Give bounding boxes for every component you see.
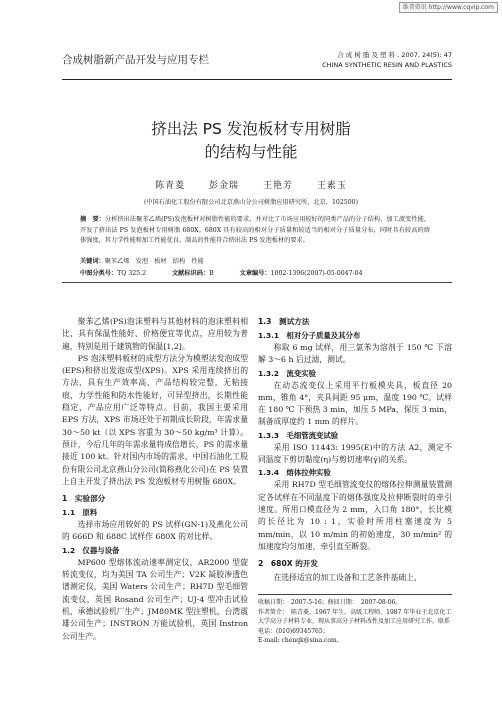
keywords-text: 聚苯乙烯 发泡 板材 结构 性能: [104, 258, 204, 265]
author-name: 陈青菱: [155, 181, 186, 191]
abstract-divider: [62, 282, 452, 283]
subsection-heading-capillary: 1.3.3 毛细管流变试验: [258, 430, 339, 440]
subsection-heading-materials: 1.1 原料: [62, 508, 98, 518]
right-column: [258, 316, 452, 584]
article-number-value: 1002-1396(2007)-05-0047-04: [270, 270, 363, 277]
footnote-divider: [258, 594, 452, 595]
abstract-text: 分析挤出法聚苯乙烯(PS)发泡板材对树脂性能的要求，并对比了市场应用较好的同类产品的分子结构、加工流变性能，开发了挤出法 PS 发泡板材专用树脂 680X。680X 具有较高的相对分子质量和较适当的相对分子质量分布，同时具有较高的熔体强度，其力学性能和加工性能优良，制品的性能符合挤出法 PS 发泡板材的要求。: [80, 216, 431, 244]
subsection-heading-melt-stretch: 1.3.4 熔体拉伸实验: [258, 468, 331, 478]
abstract: [80, 215, 430, 247]
intro-paragraph-2: PS 泡沫塑料板材的成型方法分为模塑法发泡成型(EPS)和挤出发泡成型(XPS)。XPS 采用连续挤出的方法，具有生产效率高，产品结构较完整，无粘接痕，力学性能和防水性能好，可异型挤出，长期性能稳定，产品应用广泛等特点。目前，我国主要采用 EPS 方法，XPS 市场还处于初期成长阶段，年需求量 30～50 kt（以 XPS 容重为 30～50 kg/m³ 计算）。预计，今后几年的年需求量将成倍增长，PS 的需求量接近 100 kt。针对国内市场的需求，中国石油化工股份有限公司北京燕山分公司(简称燕化公司)在 PS 装置上自主开发了挤出法 PS 发泡板材专用树脂 680X。: [62, 353, 248, 486]
author-name: 王艳芳: [262, 181, 293, 191]
doc-code-label: 文献标识码：: [171, 270, 210, 277]
received-dates: 收稿日期： 2007-5-16；修回日期： 2007-08-06。: [258, 599, 402, 606]
title-line-2: 的结构与性能: [204, 143, 298, 161]
journal-citation: 合 成 树 脂 及 塑 料 , 2007, 24(5): 47: [337, 51, 452, 59]
keywords-label: 关键词：: [80, 258, 105, 265]
affiliation: (中国石油化工股份有限公司北京燕山分公司树脂应用研究所，北京，102500): [143, 199, 359, 206]
keywords: [80, 256, 204, 265]
left-column: [62, 316, 248, 643]
section-heading-development: 2 680X 的开发: [258, 559, 319, 569]
column-title: 合成树脂新产品开发与应用专栏: [62, 54, 209, 66]
footnote: [258, 598, 452, 646]
instruments-paragraph: MP600 型熔体流动速率测定仪，AR2000 型旋转流变仪，均为美国 TA 公司生产；V2K 凝胶渗透色谱测定仪，美国 Waters 公司生产；RH7D 型毛细管流变仪，英国 Rosand 公司生产；UJ-4 型冲击试验机，承德试验机厂生产；JM80MK 型注塑机，台湾震雄公司生产；INSTRON 万能试验机，英国 Instron 公司生产。: [62, 557, 248, 641]
rheology-paragraph: 在动态流变仪上采用平行板模夹具，板直径 20 mm，锥角 4°，夹具间距 95 μm，温度 190 ℃。试样在 180 ℃ 下预热 3 min，加压 5 MPa，保压 3 min，制备成厚度约 1 mm 的样片。: [258, 380, 452, 427]
subsection-heading-instruments: 1.2 仪器与设备: [62, 545, 120, 555]
author-email: E-mail: chenqk@sina.com。: [258, 637, 343, 645]
author-name: 王素玉: [316, 181, 347, 191]
section-heading-experimental: 1 实验部分: [62, 494, 106, 504]
melt-stretch-paragraph: 采用 RH7D 型毛细管流变仪的熔体拉伸测量装置测定各试样在不同温度下的熔体强度及拉伸断裂时的牵引速度。所用口模直径为 2 mm，入口角 180°，长比模的长径比为 10 : 1，实验时所用柱塞速度为 5 mm/min，以 10 m/min 的初始速度，30 m/min² 的加速度均匀加速，牵引直至断裂。: [258, 480, 452, 551]
classification-line: [80, 268, 430, 277]
running-header: [62, 48, 452, 78]
subsection-heading-molecular-weight: 1.3.1 相对分子质量及其分布: [258, 331, 361, 340]
journal-info: [322, 50, 452, 70]
clc-label: 中图分类号：: [80, 270, 118, 277]
doc-code-value: B: [209, 270, 214, 277]
journal-english-name: CHINA SYNTHETIC RESIN AND PLASTICS: [322, 61, 452, 69]
capillary-paragraph: 采用 ISO 11443: 1995(E)中的方法 A2，测定不同温度下剪切黏度(η)与剪切速率(γ̇)的关系。: [258, 442, 452, 465]
materials-paragraph: 选择市场应用较好的 PS 试样(GN-1)及燕化公司的 666D 和 688C 试样作 680X 的对比样。: [62, 520, 248, 542]
article-title: [0, 118, 502, 164]
author-list: [0, 178, 502, 191]
subsection-heading-test-methods: 1.3 测试方法: [258, 317, 310, 326]
author-name: 彭金瑞: [209, 181, 240, 191]
watermark-badge: 维普资讯 http://www.cqvip.com: [399, 2, 498, 13]
article-number-label: 文章编号：: [239, 270, 271, 277]
title-line-1: 挤出法 PS 发泡板材专用树脂: [151, 120, 351, 138]
clc-value: TQ 325.2: [117, 270, 147, 277]
author-bio: 作者简介： 陈青菱，1967 年生，高级工程师，1987 年毕业于北京化工大学高分子材料专业，现从事高分子材料改性及加工应用研究工作。联系电话：(010)69345765；: [258, 608, 452, 635]
development-paragraph: 在选择适宜的加工设备和工艺条件基础上，: [273, 573, 422, 583]
abstract-label: 摘 要：: [80, 216, 105, 223]
molecular-weight-paragraph: 称取 6 mg 试样，用三氯苯为溶剂于 150 ℃ 下溶解 3～6 h 后过滤，测试。: [258, 343, 452, 365]
header-divider: [62, 79, 452, 80]
intro-paragraph-1: 聚苯乙烯(PS)泡沫塑料与其他材料的泡沫塑料相比，具有保温性能好、价格便宜等优点，应用较为普遍，特别是用于建筑物的保温[1,2]。: [62, 317, 248, 351]
subsection-heading-rheology: 1.3.2 流变实验: [258, 368, 316, 378]
